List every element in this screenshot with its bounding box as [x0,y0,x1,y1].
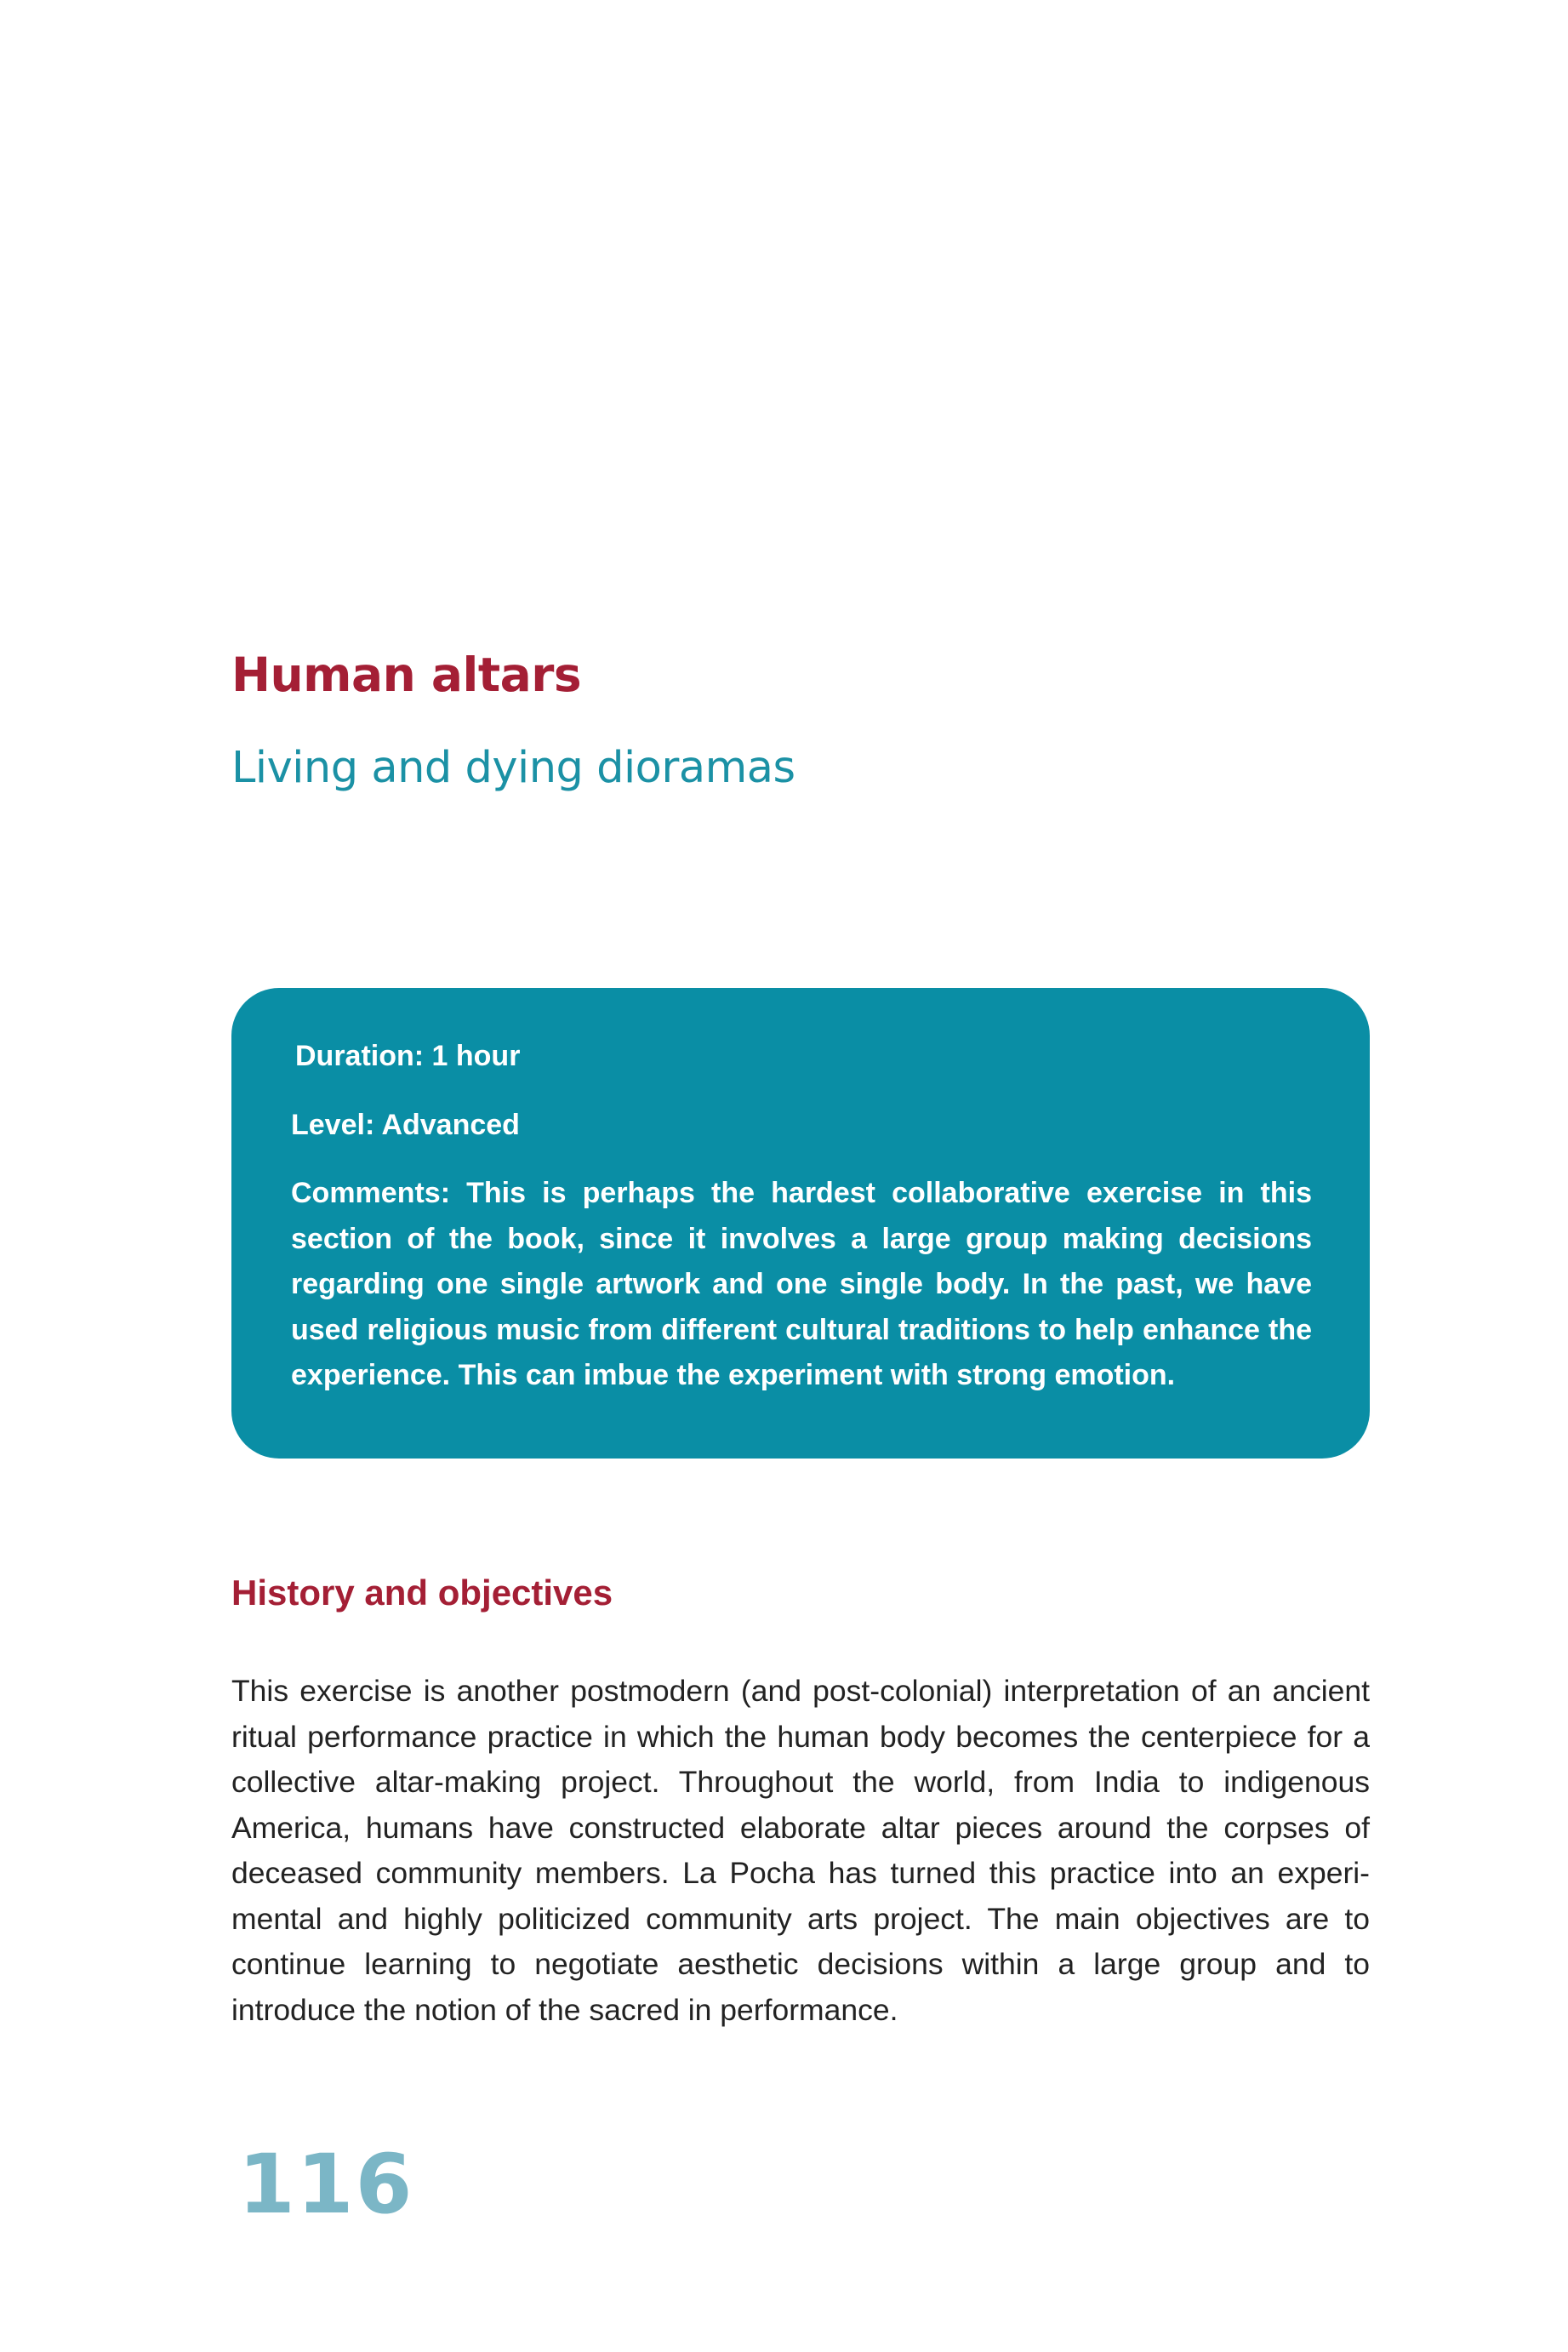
page-subtitle: Living and dying dioramas [231,743,795,793]
page-title: Human altars [231,648,582,702]
level-text: Level: Advanced [291,1109,520,1141]
section-body-paragraph: This exercise is another postmodern (and post-colonial) interpretation of an ancient ritual performance practice in which the human body becomes the centerpiece for a collective altar-making project. Throughout the world, from India to indigenous America, humans have constructed elaborate altar pieces around the corpses of deceased community members. La Pocha has turned this practice into an experimental and highly politicized community arts project. The main objectives are to continue learning to negotiate aesthetic decisions within a large group and to introduce the notion of the sacred in performance. [231,1674,1370,2027]
duration-text: Duration: 1 hour [295,1040,521,1072]
comments-text: Comments: This is perhaps the hardest collaborative exercise in this section of the book, since it involves a large group making decisions regarding one single artwork and one single body. In the past, we have used religious music from different cultural traditions to help enhance the experience. This can imbue the experiment with strong emotion. [291,1177,1312,1391]
page-number: 116 [238,2137,414,2232]
section-heading: History and objectives [231,1573,613,1613]
exercise-info-box [231,988,1370,1459]
